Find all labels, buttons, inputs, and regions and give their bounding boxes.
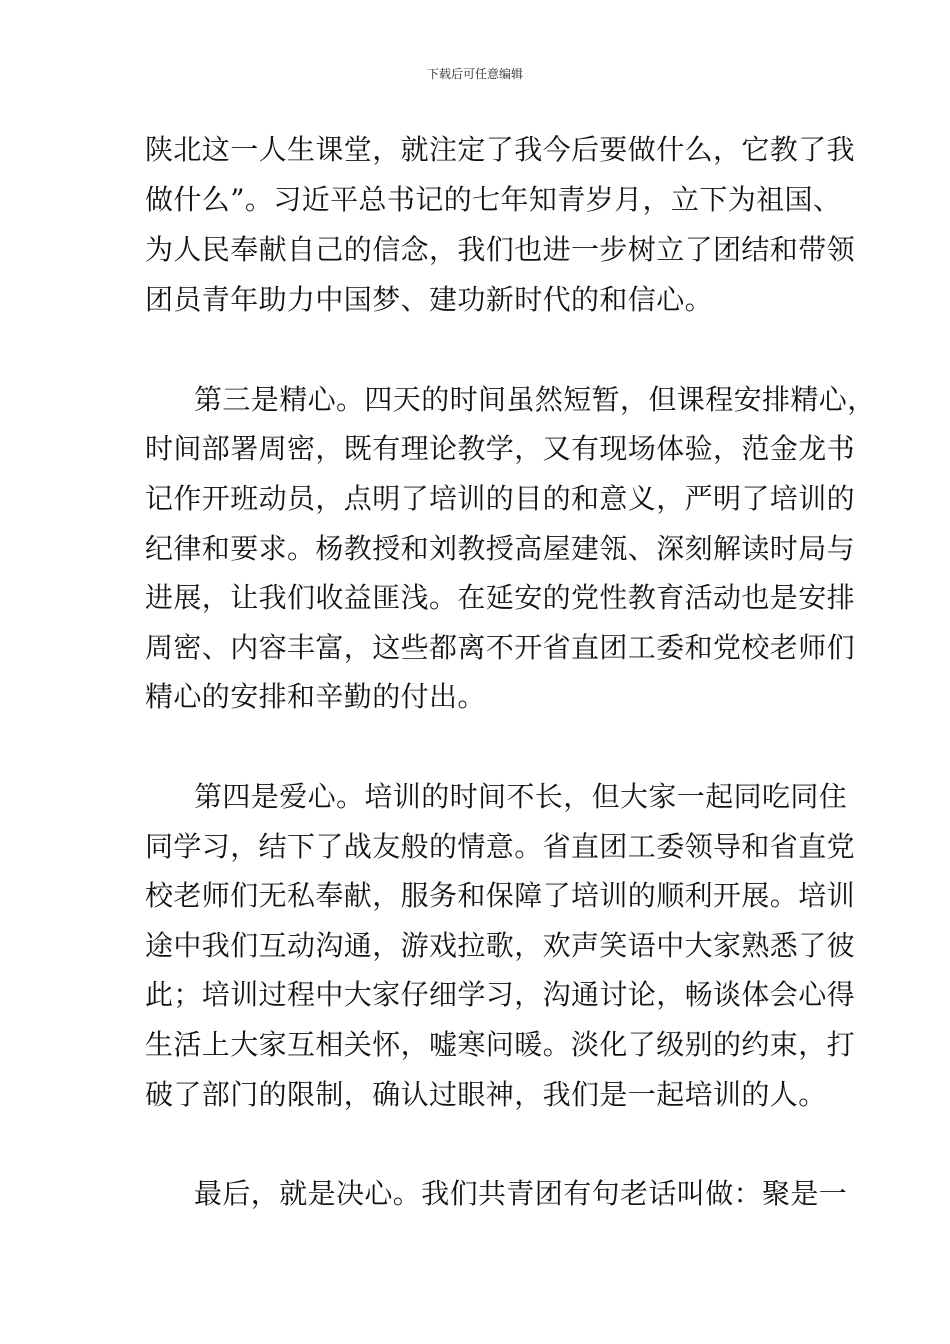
text-line: 做什么”。习近平总书记的七年知青岁月，立下为祖国、: [145, 183, 842, 216]
text-line: 最后，就是决心。我们共青团有句老话叫做：聚是一: [194, 1177, 848, 1210]
text-line: 陕北这一人生课堂，就注定了我今后要做什么，它教了我: [145, 133, 856, 166]
page-header: 下载后可任意编辑: [426, 67, 523, 81]
text-line: 团员青年助力中国梦、建功新时代的和信心。: [145, 283, 714, 316]
text-line: 进展，让我们收益匪浅。在延安的党性教育活动也是安排: [145, 581, 856, 614]
text-line: 此；培训过程中大家仔细学习，沟通讨论，畅谈体会心得: [145, 978, 856, 1011]
text-line: 破了部门的限制，确认过眼神，我们是一起培训的人。: [145, 1078, 827, 1111]
text-line: 记作开班动员，点明了培训的目的和意义，严明了培训的: [145, 482, 856, 515]
text-line: 同学习，结下了战友般的情意。省直团工委领导和省直党: [145, 830, 856, 863]
text-line: 校老师们无私奉献，服务和保障了培训的顺利开展。培训: [145, 879, 856, 912]
text-line: 第四是爱心。培训的时间不长，但大家一起同吃同住: [194, 780, 848, 813]
text-line: 生活上大家互相关怀，嘘寒问暖。淡化了级别的约束，打: [145, 1028, 856, 1061]
text-line: 精心的安排和辛勤的付出。: [145, 680, 486, 713]
text-line: 周密、内容丰富，这些都离不开省直团工委和党校老师们: [145, 631, 856, 664]
text-line: 第三是精心。四天的时间虽然短暂，但课程安排精心，: [194, 383, 876, 416]
text-line: 途中我们互动沟通，游戏拉歌，欢声笑语中大家熟悉了彼: [145, 929, 856, 962]
text-line: 时间部署周密，既有理论教学，又有现场体验，范金龙书: [145, 432, 856, 465]
text-line: 纪律和要求。杨教授和刘教授高屋建瓴、深刻解读时局与: [145, 532, 856, 565]
text-line: 为人民奉献自己的信念，我们也进一步树立了团结和带领: [145, 233, 856, 266]
